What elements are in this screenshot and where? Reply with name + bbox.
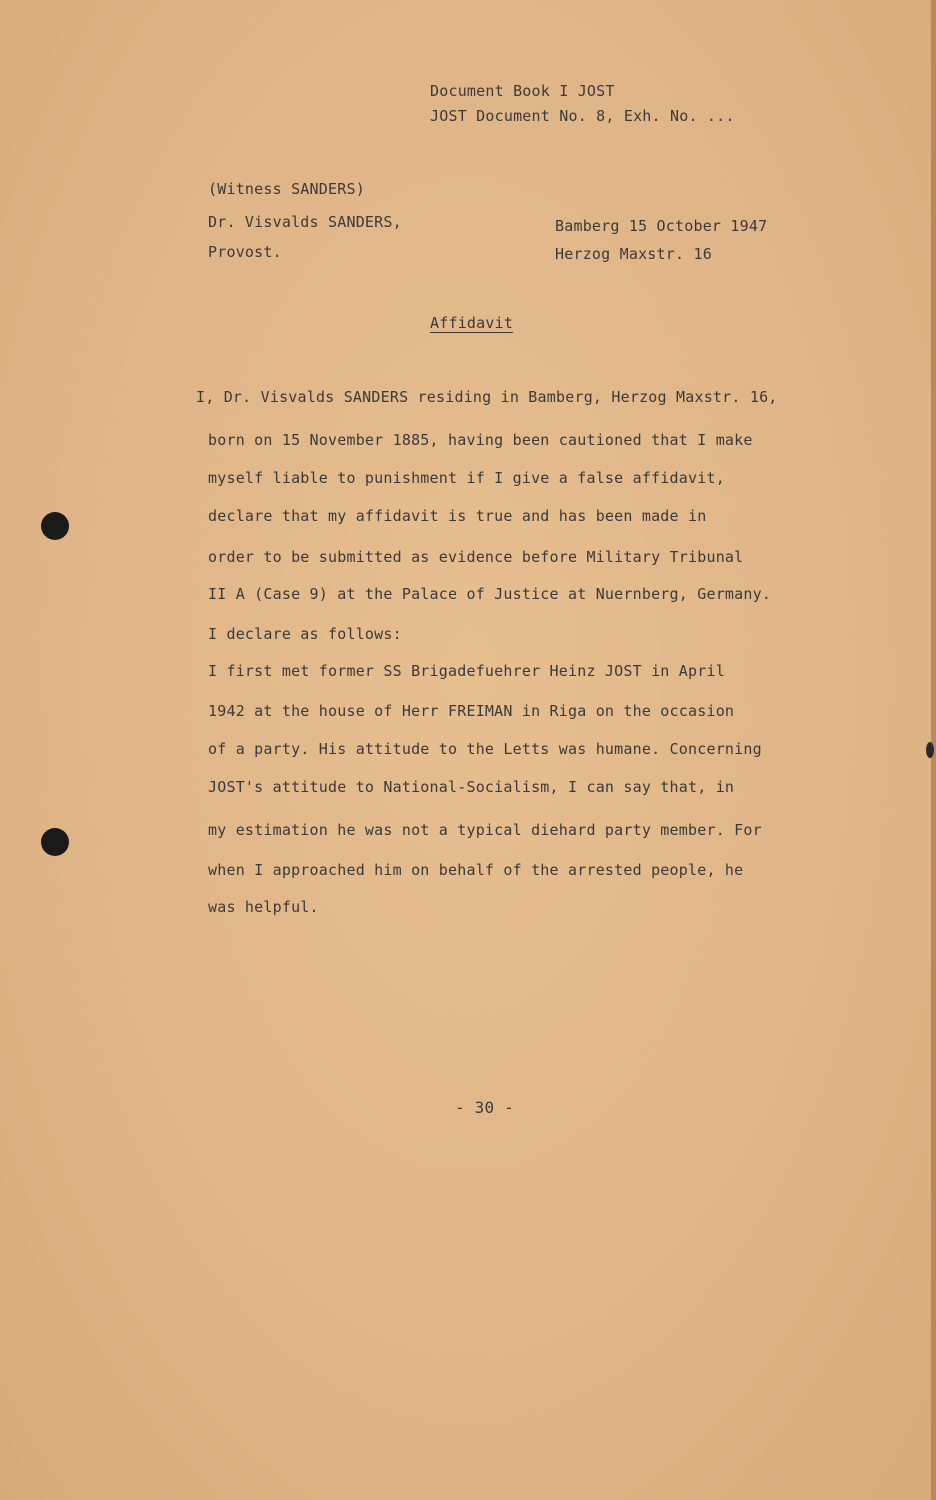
body-line: 1942 at the house of Herr FREIMAN in Riga on the occasion bbox=[208, 702, 735, 720]
body-line: II A (Case 9) at the Palace of Justice at Nuernberg, Germany. bbox=[208, 585, 772, 603]
body-line: of a party. His attitude to the Letts was humane. Concerning bbox=[208, 740, 762, 758]
body-line: myself liable to punishment if I give a false affidavit, bbox=[208, 469, 725, 487]
body-line: when I approached him on behalf of the arrested people, he bbox=[208, 861, 744, 879]
body-line: order to be submitted as evidence before Military Tribunal bbox=[208, 548, 744, 566]
edge-mark bbox=[926, 742, 934, 758]
witness-name: Dr. Visvalds SANDERS, bbox=[208, 213, 402, 231]
body-line: I first met former SS Brigadefuehrer Heinz JOST in April bbox=[208, 662, 725, 680]
body-line: born on 15 November 1885, having been cautioned that I make bbox=[208, 431, 753, 449]
address: Herzog Maxstr. 16 bbox=[555, 245, 712, 263]
body-line: declare that my affidavit is true and has been made in bbox=[208, 507, 707, 525]
affidavit-heading: Affidavit bbox=[430, 314, 514, 332]
punch-hole bbox=[41, 512, 69, 540]
witness-tag: (Witness SANDERS) bbox=[208, 180, 365, 198]
place-date: Bamberg 15 October 1947 bbox=[555, 217, 768, 235]
page-number: - 30 - bbox=[455, 1098, 514, 1117]
body-line: was helpful. bbox=[208, 898, 319, 916]
document-number-label: JOST Document No. 8, Exh. No. ... bbox=[430, 107, 735, 125]
document-book-label: Document Book I JOST bbox=[430, 82, 615, 100]
body-line: JOST's attitude to National-Socialism, I can say that, in bbox=[208, 778, 735, 796]
body-line: my estimation he was not a typical diehard party member. For bbox=[208, 821, 762, 839]
witness-title: Provost. bbox=[208, 243, 282, 261]
body-line: I declare as follows: bbox=[208, 625, 402, 643]
punch-hole bbox=[41, 828, 69, 856]
body-line: I, Dr. Visvalds SANDERS residing in Bamberg, Herzog Maxstr. 16, bbox=[196, 388, 778, 406]
